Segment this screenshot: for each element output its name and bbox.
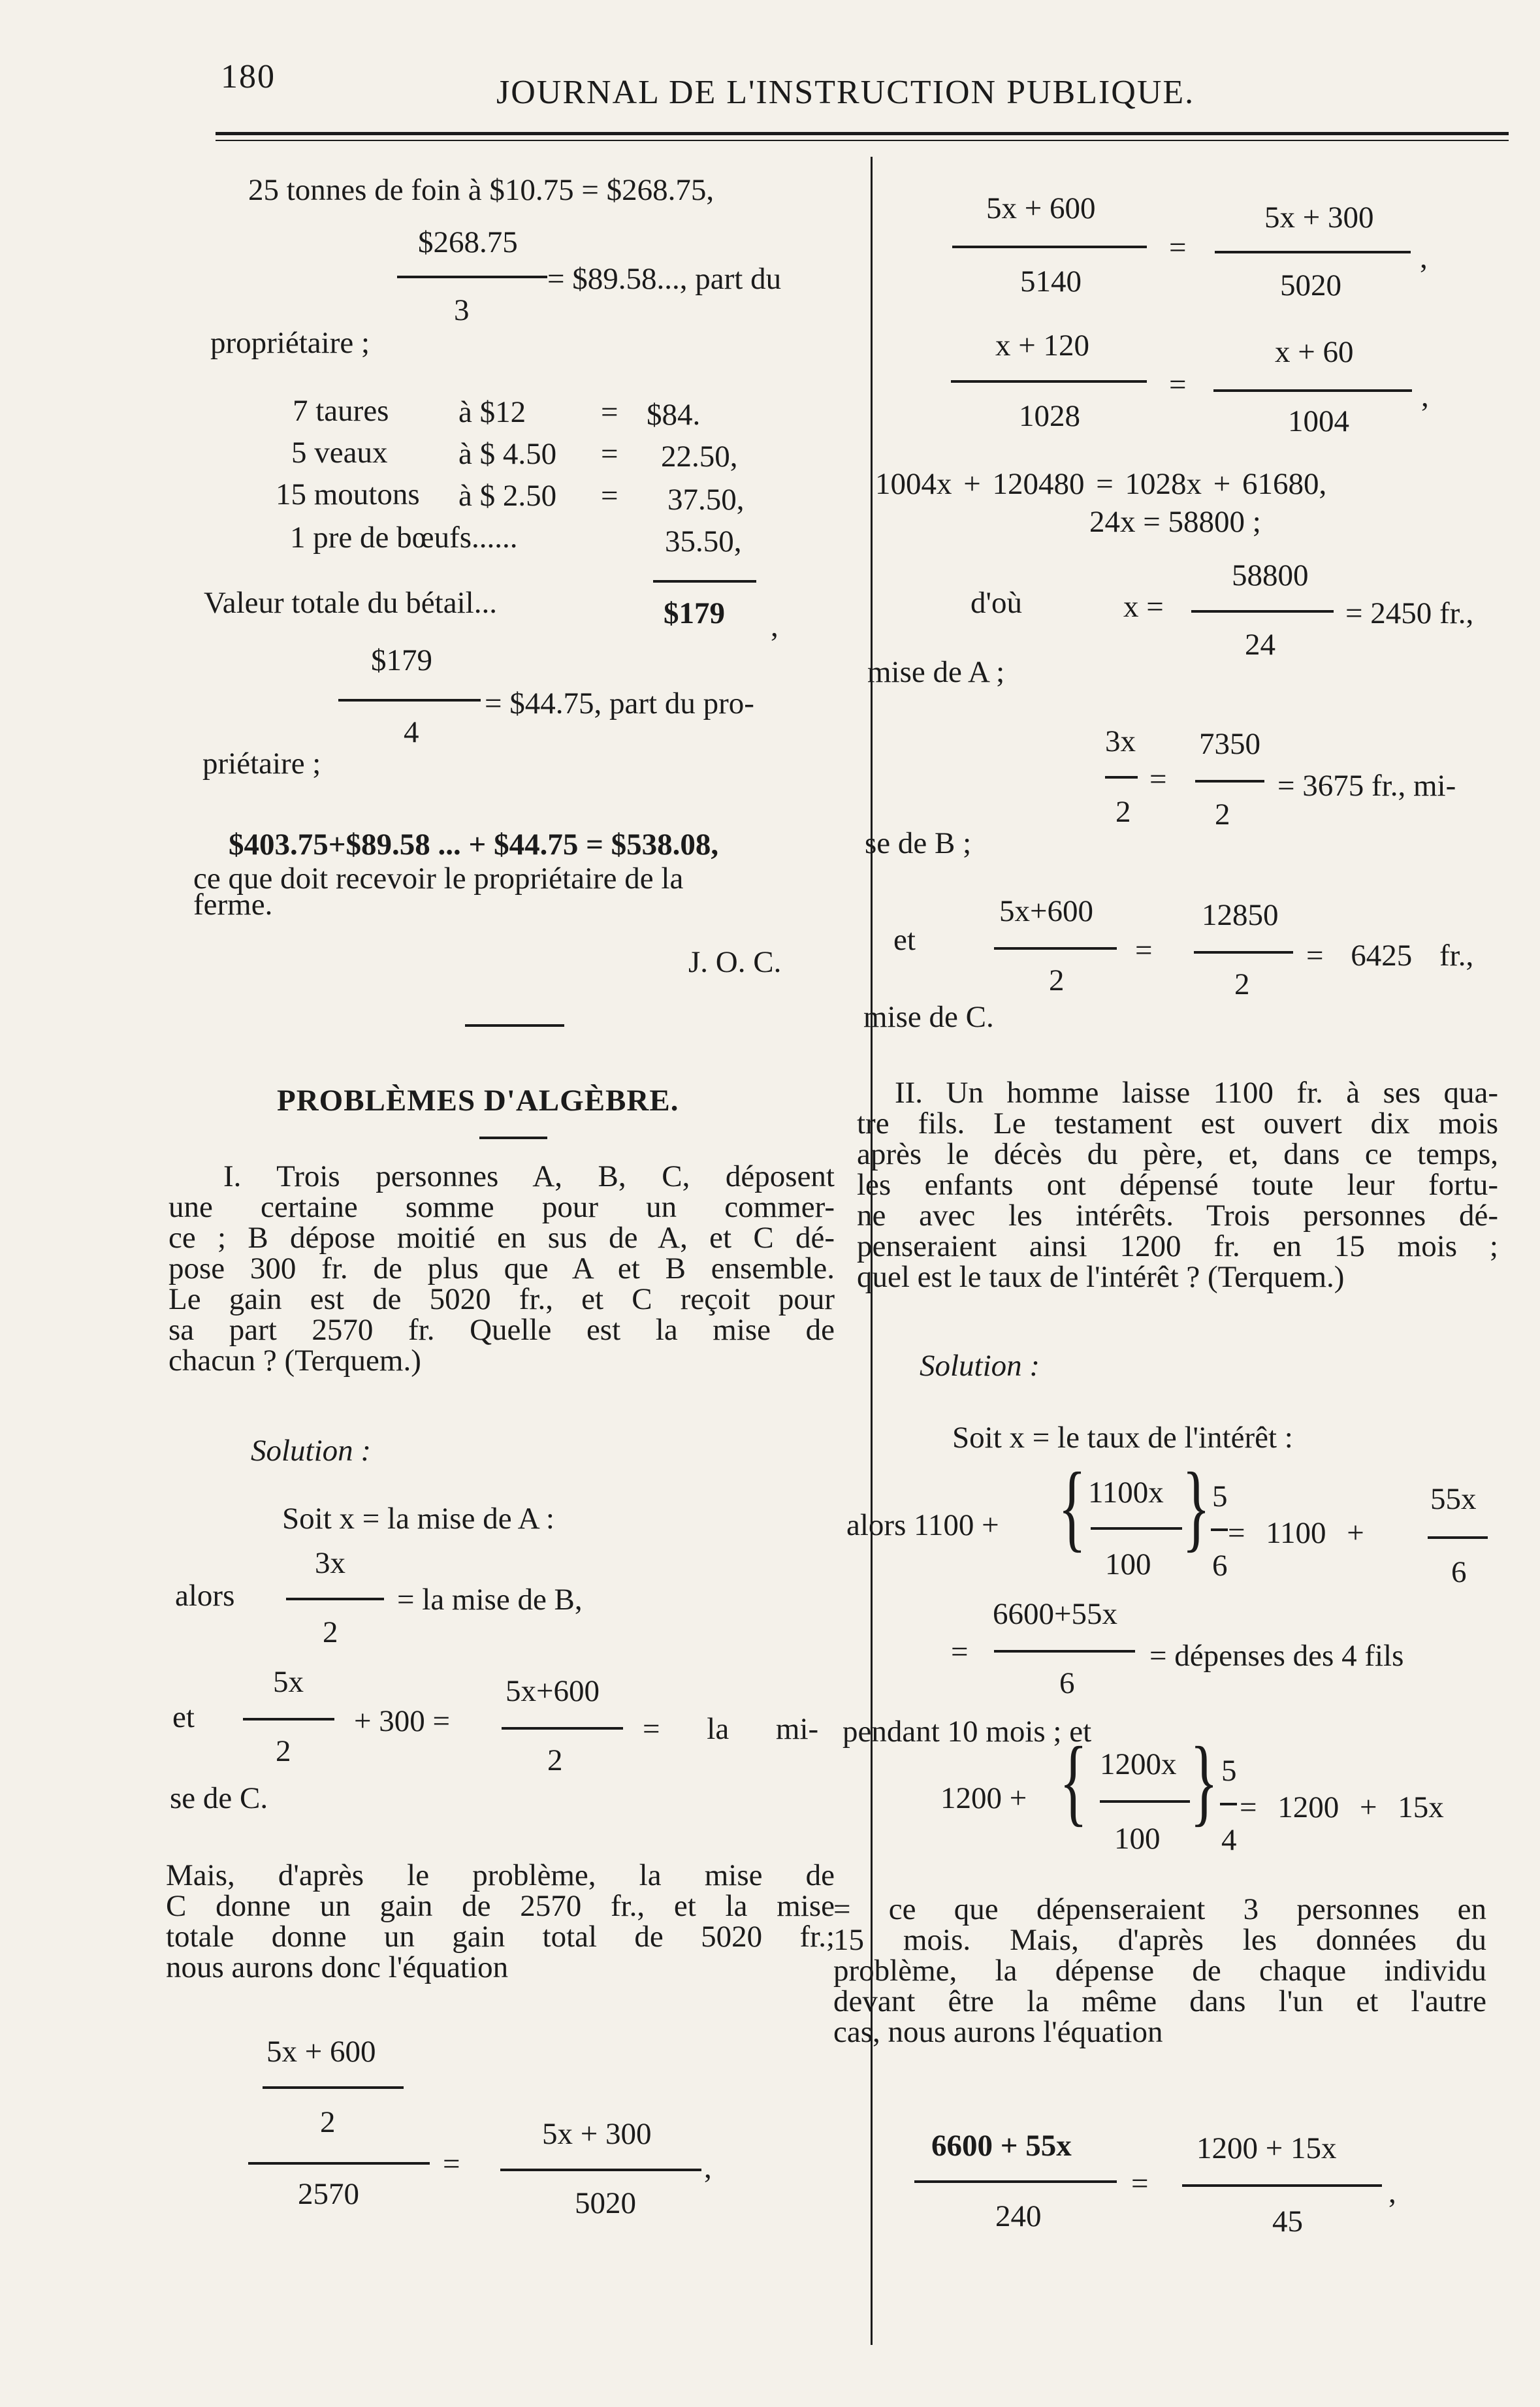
fraction-denominator: 100	[1105, 1547, 1151, 1581]
main-fraction-bar	[248, 2162, 430, 2165]
fraction-numerator: 1200 + 15x	[1196, 2131, 1337, 2165]
text-line: + 300 =	[354, 1704, 451, 1738]
fraction-denominator: 2570	[298, 2177, 359, 2211]
fraction-bar	[1105, 776, 1138, 779]
total-livestock-value: $179	[664, 596, 725, 630]
text-line: = 1100 +	[1228, 1516, 1364, 1550]
paragraph-line: I. Trois personnes A, B, C, déposent	[223, 1159, 835, 1193]
right-brace: }	[1190, 1727, 1219, 1835]
fraction-bar	[1195, 780, 1264, 783]
equation-line: 24x = 58800 ;	[1089, 505, 1261, 539]
fraction-bar	[502, 1727, 623, 1730]
comma: ,	[1421, 380, 1429, 413]
fraction-numerator: 5x	[273, 1665, 304, 1699]
fraction-denominator: 4	[1221, 1823, 1237, 1857]
section-title: PROBLÈMES D'ALGÈBRE.	[277, 1084, 679, 1118]
fraction-denominator: 2	[1049, 963, 1065, 997]
fraction-bar	[338, 699, 481, 702]
fraction-bar	[243, 1718, 334, 1720]
text-line: = 2450 fr.,	[1345, 596, 1474, 630]
fraction-numerator: 5x+600	[999, 894, 1094, 928]
fraction-denominator: 1004	[1288, 404, 1349, 438]
paragraph-line: C donne un gain de 2570 fr., et la mise	[166, 1889, 835, 1923]
sum-rule	[653, 580, 756, 583]
fraction-denominator: 2	[1234, 967, 1250, 1001]
problem-one-equation-intro	[166, 1860, 835, 1983]
fraction-denominator: 24	[1245, 628, 1275, 662]
paragraph-line: problème, la dépense de chaque individu	[833, 1954, 1486, 1988]
text-line: alors	[175, 1579, 235, 1613]
paragraph-line: les enfants ont dépensé toute leur fortu-	[857, 1168, 1498, 1202]
text-line: propriétaire ;	[210, 326, 370, 360]
livestock-item: 7 taures	[293, 394, 389, 428]
equals-sign: =	[443, 2147, 460, 2181]
livestock-price: à $12	[458, 395, 526, 429]
fraction-numerator: 58800	[1232, 558, 1309, 592]
fraction-denominator: 6	[1451, 1555, 1467, 1589]
header-rule	[216, 132, 1509, 135]
livestock-value: 35.50,	[665, 525, 742, 558]
fraction-bar	[397, 276, 547, 278]
equals-sign: =	[1135, 933, 1153, 967]
comma: ,	[1388, 2176, 1396, 2210]
header-rule-thin	[216, 140, 1509, 141]
paragraph-line: Le gain est de 5020 fr., et C reçoit pour	[168, 1282, 835, 1316]
paragraph-line: chacun ? (Terquem.)	[168, 1344, 421, 1378]
fraction-denominator: 4	[404, 715, 419, 749]
text-line: x =	[1123, 590, 1164, 624]
total-livestock-label: Valeur totale du bétail...	[204, 586, 497, 620]
text-line: ce que doit recevoir le propriétaire de la	[193, 862, 684, 896]
fraction-bar	[1182, 2184, 1382, 2187]
fraction-denominator: 5140	[1020, 265, 1082, 299]
fraction-bar	[286, 1598, 384, 1600]
livestock-value: $84.	[647, 398, 701, 432]
paragraph-line: II. Un homme laisse 1100 fr. à ses qua-	[895, 1076, 1498, 1110]
fraction-numerator: 5x+600	[505, 1674, 600, 1708]
solution-label: Solution :	[920, 1349, 1040, 1383]
fraction-numerator: x + 60	[1275, 335, 1354, 369]
fraction-denominator: 240	[995, 2199, 1042, 2233]
paragraph-line: devant être la même dans l'un et l'autre	[833, 1984, 1486, 2018]
equals-sign: =	[601, 437, 618, 471]
fraction-bar	[1220, 1803, 1237, 1805]
fraction-denominator: 3	[454, 293, 470, 327]
text-line: alors 1100 +	[846, 1508, 999, 1542]
equals-sign: =	[1169, 368, 1187, 402]
page-number: 180	[221, 58, 276, 95]
text-line: = la mise de B,	[397, 1583, 583, 1617]
fraction-denominator: 100	[1114, 1822, 1161, 1856]
journal-page: 180 JOURNAL DE L'INSTRUCTION PUBLIQUE. 25 tonnes de foin à $10.75 = $268.75, $268.75 3 = $89.58..., part du propriétaire ; 7 taures à $12 = $84. 5 veaux à $ 4.50 = 22.50, 15 moutons à $ 2.50 = 37.50, 1 pre de bœufs...... 35.50, Valeur totale du bétail... $179 , $179 4 = $44.75, part du pro- priétaire ; $403.75+$89.58 ... + $44.75 = $538.08, ce que doit recevoir le propriétaire de la ferme. J. O. C. PROBLÈMES D'ALGÈBRE. I. Trois personnes A, B, C, déposent une certaine somme pour un commer- ce ; B dépose moitié en sus de A, et C dé- pose 300 fr. de plus que A et B ensemble. Le gain est de 5020 fr., et C reçoit pour sa part 2570 fr. Quelle est la mise de chacun ? (Terquem.) Solution : Soit x = la mise de A : alors 3x 2 = la mise de B, et 5x 2 + 300 = 5x+600 2 = la mi- se de C. Mais, d'après le problème, la mise de C donne un gain de 2570 fr., et la mise totale donne un gain total de 5020 fr.; nous aurons donc l'équation 5x + 600 2 2570 = 5x + 300 5020 , 5x + 600 5140 = 5x + 300 5020 , x + 120 1028 = x + 60 1004 , 1004x + 120480 = 1028x + 61680, 24x = 58800 ; d'où x = 58800 24 = 2450 fr., mise de A ; 3x 2 = 7350 2 = 3675 fr., mi- se de B ; et 5x+600 2 = 12850 2 = 6425 fr., mise de C. II. Un homme laisse 1100 fr. à ses qua- tre fils. Le testament est ouvert dix mois après le décès du père, et, dans ce temps, les enfants ont dépensé toute leur fortu- ne avec les intérêts. Trois personnes dé- penseraient ainsi 1200 fr. en 15 mois ; quel est le taux de l'intérêt ? (Terquem.) Solution : Soit x = le taux de l'intérêt : alors 1100 + { 1100x 100 } 5 6 = 1100 + 55x 6 = 6600+55x 6 = dépenses des 4 fils pendant 10 mois ; et 1200 + { 1200x 100 } 5 4 = 1200 + 15x = ce que dépenseraient 3 personnes en 15 mois. Mais, d'après les données du problème, la dépense de chaque individu devant être la même dans l'un et l'autre cas, nous aurons l'équation 6600 + 55x 240 = 1200 + 15x 45 ,	[0, 0, 1540, 2407]
paragraph-line: ne avec les intérêts. Trois personnes dé-	[857, 1199, 1498, 1233]
text-line: se de C.	[170, 1781, 268, 1815]
livestock-value: 37.50,	[667, 483, 745, 517]
fraction-bar	[1191, 610, 1334, 613]
text-line: = 3675 fr., mi-	[1277, 769, 1456, 803]
fraction-numerator: 5	[1212, 1479, 1228, 1513]
fraction-bar	[994, 1650, 1135, 1653]
text-line: 1200 +	[940, 1781, 1027, 1815]
livestock-item: 15 moutons	[276, 477, 420, 511]
fraction-bar	[500, 2169, 701, 2171]
fraction-numerator: 5	[1221, 1754, 1237, 1788]
paragraph-line: tre fils. Le testament est ouvert dix mois	[857, 1107, 1498, 1140]
fraction-numerator: 3x	[315, 1546, 345, 1580]
text-line: = 6425 fr.,	[1306, 939, 1474, 973]
text-line: et	[172, 1700, 195, 1734]
definition-line: Soit x = la mise de A :	[282, 1502, 554, 1536]
text-line: pendant 10 mois ; et	[842, 1715, 1092, 1749]
livestock-price: à $ 4.50	[458, 437, 557, 471]
paragraph-line: sa part 2570 fr. Quelle est la mise de	[168, 1313, 835, 1347]
fraction-denominator: 5020	[575, 2186, 636, 2220]
fraction-bar	[951, 380, 1147, 383]
paragraph-line: penseraient ainsi 1200 fr. en 15 mois ;	[857, 1229, 1498, 1263]
text-line: = 1200 + 15x	[1240, 1790, 1444, 1824]
fraction-bar	[263, 2086, 404, 2089]
fraction-numerator: $179	[371, 643, 432, 677]
fraction-bar	[994, 947, 1117, 950]
text-line: priétaire ;	[202, 747, 321, 781]
fraction-numerator: 6600+55x	[993, 1597, 1118, 1631]
solution-label: Solution :	[251, 1434, 372, 1468]
fraction-denominator: 1028	[1019, 399, 1080, 433]
signature: J. O. C.	[688, 945, 782, 979]
right-brace: }	[1182, 1453, 1211, 1561]
equals-sign: =	[1131, 2167, 1149, 2201]
equals-sign: =	[601, 479, 618, 513]
fraction-numerator: 5x + 600	[266, 2035, 376, 2069]
paragraph-line: 15 mois. Mais, d'après les données du	[833, 1923, 1486, 1957]
fraction-bar	[1100, 1800, 1190, 1803]
fraction-numerator: 3x	[1105, 724, 1136, 758]
fraction-denominator: 45	[1272, 2205, 1303, 2238]
paragraph-line: = ce que dépenseraient 3 personnes en	[833, 1892, 1486, 1926]
journal-title: JOURNAL DE L'INSTRUCTION PUBLIQUE.	[496, 74, 1195, 111]
fraction-denominator: 5020	[1280, 268, 1341, 302]
fraction-denominator: 2	[547, 1743, 563, 1777]
fraction-numerator: 12850	[1202, 898, 1279, 932]
problem-two-equation-intro	[833, 1894, 1486, 2048]
title-underline	[479, 1137, 547, 1139]
equals-sign: =	[601, 395, 618, 429]
fraction-numerator: 7350	[1199, 727, 1260, 761]
section-separator	[465, 1024, 564, 1027]
fraction-denominator: 2	[276, 1734, 291, 1768]
fraction-numerator: 1200x	[1100, 1747, 1177, 1781]
fraction-bar	[952, 246, 1147, 248]
fraction-numerator: 5x + 600	[986, 191, 1096, 225]
text-line: d'où	[971, 586, 1022, 620]
paragraph-line: nous aurons donc l'équation	[166, 1950, 509, 1984]
left-brace: {	[1059, 1727, 1088, 1835]
text-line: = la mi-	[643, 1712, 819, 1746]
livestock-price: à $ 2.50	[458, 479, 557, 513]
fraction-bar	[914, 2180, 1117, 2183]
problem-two-paragraph	[857, 1078, 1498, 1293]
paragraph-line: Mais, d'après le problème, la mise de	[166, 1858, 835, 1892]
owner-share-line: = $89.58..., part du	[547, 262, 782, 296]
fraction-bar	[1428, 1536, 1488, 1539]
text-line: ferme.	[193, 888, 273, 922]
fraction-numerator: 55x	[1430, 1482, 1477, 1516]
livestock-value: 22.50,	[661, 440, 738, 474]
text-line: et	[893, 923, 916, 957]
text-line: se de B ;	[865, 826, 972, 860]
equals-sign: =	[1149, 762, 1167, 796]
fraction-denominator: 2	[320, 2105, 336, 2139]
fraction-denominator: 2	[1215, 798, 1230, 832]
comma: ,	[1420, 241, 1428, 275]
paragraph-line: ce ; B dépose moitié en sus de A, et C dé-	[168, 1221, 835, 1255]
definition-line: Soit x = le taux de l'intérêt :	[952, 1421, 1293, 1455]
problem-one-paragraph	[168, 1161, 835, 1376]
text-line: mise de A ;	[867, 655, 1005, 689]
fraction-numerator: 5x + 300	[1264, 201, 1374, 234]
sum-equation: $403.75+$89.58 ... + $44.75 = $538.08,	[229, 828, 719, 862]
fraction-bar	[1194, 951, 1293, 954]
text-line: = dépenses des 4 fils	[1149, 1639, 1404, 1673]
left-brace: {	[1058, 1453, 1087, 1561]
fraction-bar	[1091, 1527, 1182, 1530]
equals-sign: =	[1169, 231, 1187, 265]
owner-share-line: = $44.75, part du pro-	[485, 687, 754, 720]
fraction-numerator: $268.75	[418, 225, 518, 259]
paragraph-line: totale donne un gain total de 5020 fr.;	[166, 1920, 835, 1954]
livestock-item: 1 pre de bœufs......	[290, 521, 518, 555]
fraction-bar	[1215, 251, 1411, 253]
fraction-numerator: 5x + 300	[542, 2117, 652, 2151]
fraction-denominator: 2	[1115, 795, 1131, 829]
fraction-denominator: 6	[1059, 1666, 1075, 1700]
equals-sign: =	[951, 1635, 969, 1669]
fraction-numerator: 1100x	[1088, 1476, 1164, 1510]
comma: ,	[704, 2151, 712, 2185]
paragraph-line: quel est le taux de l'intérêt ? (Terquem.)	[857, 1260, 1345, 1294]
equation-line: 1004x + 120480 = 1028x + 61680,	[875, 467, 1327, 501]
fraction-numerator: 6600 + 55x	[931, 2129, 1072, 2163]
fraction-numerator: x + 120	[995, 329, 1090, 363]
paragraph-line: après le décès du père, et, dans ce temps,	[857, 1137, 1498, 1171]
paragraph-line: une certaine somme pour un commer-	[168, 1190, 835, 1224]
hay-line: 25 tonnes de foin à $10.75 = $268.75,	[248, 173, 714, 207]
fraction-denominator: 6	[1212, 1549, 1228, 1583]
text-line: mise de C.	[863, 1000, 994, 1034]
fraction-denominator: 2	[323, 1615, 338, 1649]
fraction-bar	[1213, 389, 1412, 392]
livestock-item: 5 veaux	[291, 436, 388, 470]
paragraph-line: cas, nous aurons l'équation	[833, 2015, 1163, 2049]
fraction-bar	[1211, 1528, 1228, 1531]
paragraph-line: pose 300 fr. de plus que A et B ensemble.	[168, 1252, 835, 1285]
